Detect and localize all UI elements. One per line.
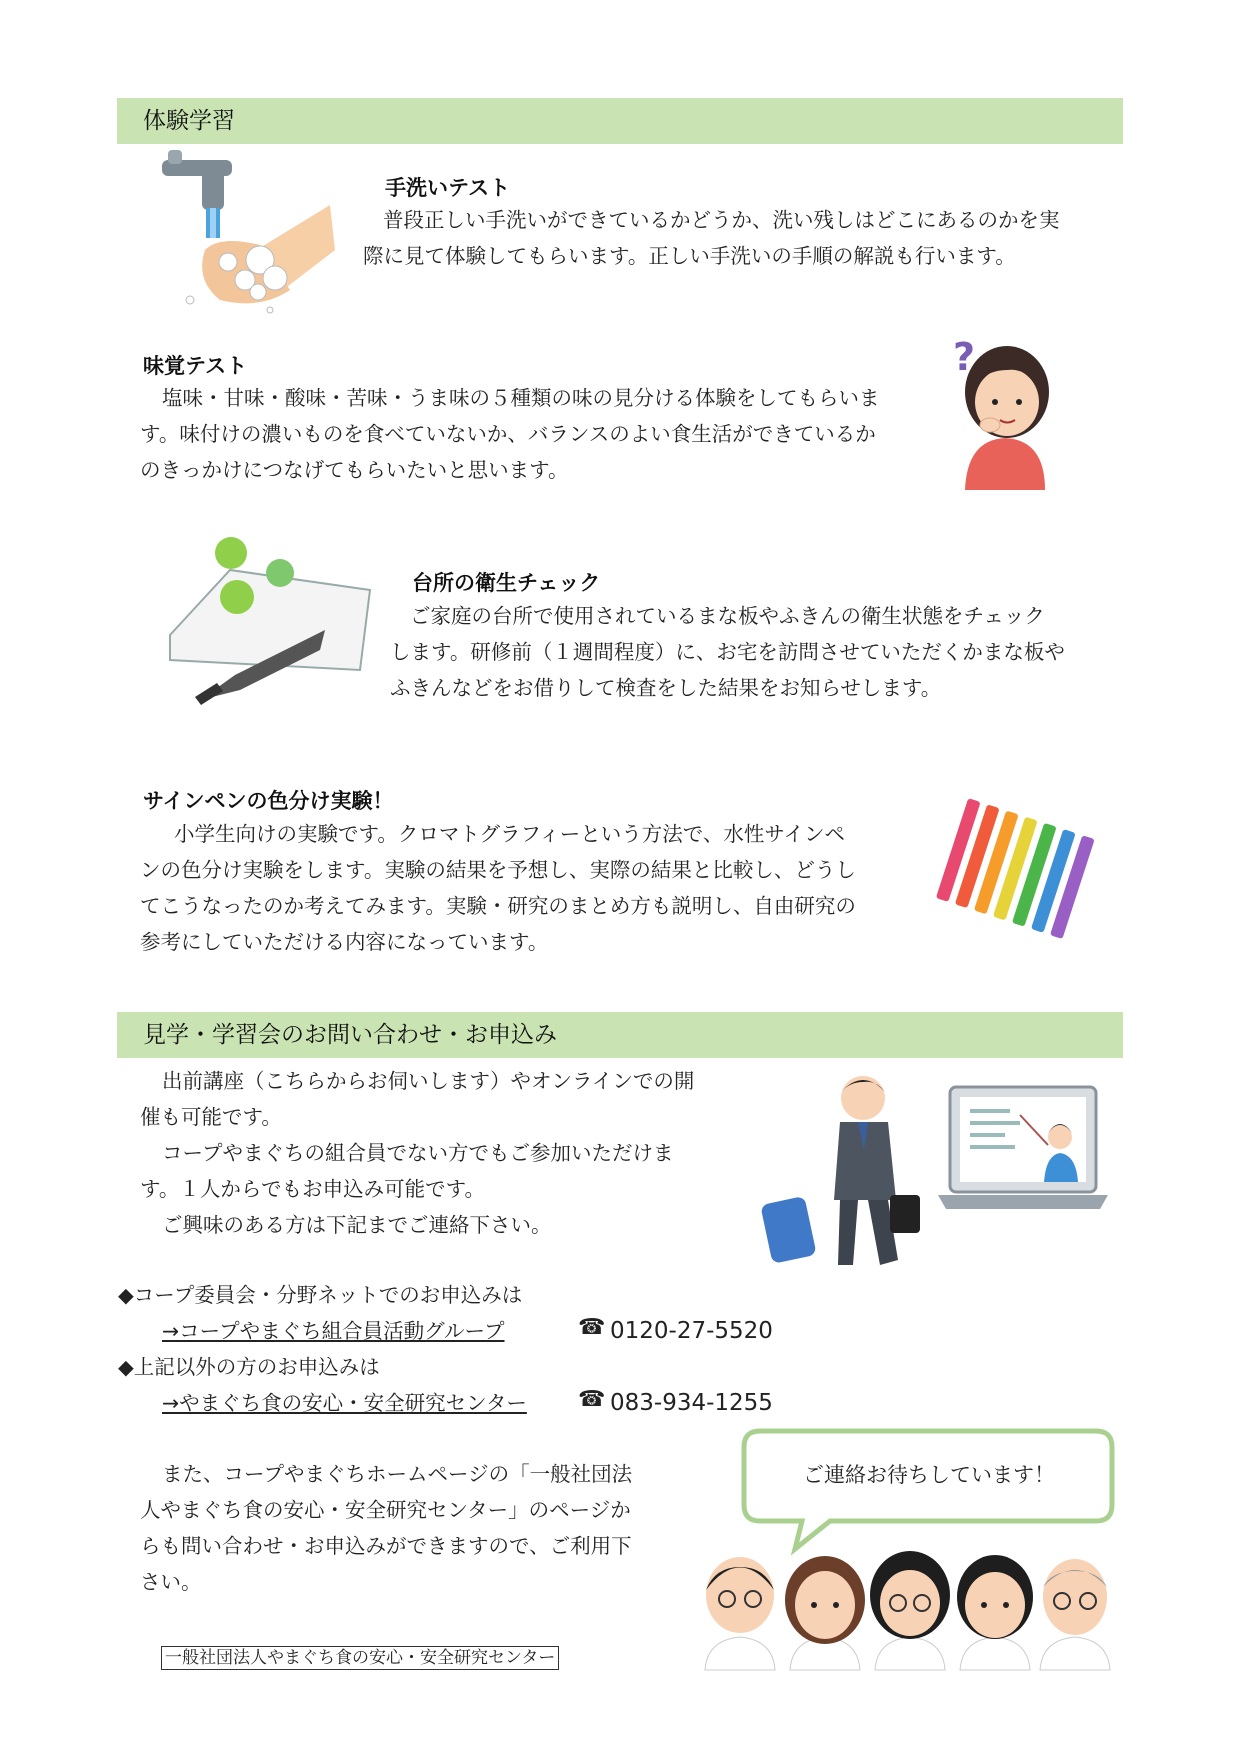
sign-pens-illustration	[925, 805, 1095, 955]
handwash-heading: 手洗いテスト	[385, 176, 511, 200]
bubble-text: ご連絡お待ちしています！	[803, 1463, 1055, 1487]
inquiry-line-4: す。１人からでもお申込み可能です。	[140, 1177, 486, 1201]
laptop-lecture-illustration	[938, 1085, 1108, 1225]
pen-heading: サインペンの色分け実験！	[143, 789, 394, 813]
closing-line-4: さい。	[140, 1570, 202, 1594]
staff-faces-illustration	[695, 1545, 1115, 1670]
kitchen-line-2: します。研修前（１週間程度）に、お宅を訪問させていただくかまな板や	[390, 640, 1065, 664]
pen-line-1: 小学生向けの実験です。クロマトグラフィーという方法で、水性サインペ	[174, 822, 845, 846]
footer-org-box: 一般社団法人やまぐち食の安心・安全研究センター	[161, 1646, 559, 1670]
svg-text:?: ?	[953, 335, 976, 379]
taste-line-1: 塩味・甘味・酸味・苦味・うま味の５種類の味の見分ける体験をしてもらいま	[162, 386, 880, 410]
closing-text	[140, 1456, 700, 1600]
closing-line-2: 人やまぐち食の安心・安全研究センター」のページか	[140, 1498, 631, 1522]
contact2-link[interactable]: →やまぐち食の安心・安全研究センター	[162, 1391, 527, 1415]
closing-line-3: らも問い合わせ・お申込みができますので、ご利用下	[140, 1534, 632, 1558]
contact2-phone: 083-934-1255	[610, 1390, 773, 1416]
taste-heading: 味覚テスト	[143, 354, 248, 378]
pen-line-4: 参考にしていただける内容になっています。	[140, 930, 549, 954]
inquiry-line-3: コープやまぐちの組合員でない方でもご参加いただけま	[162, 1141, 674, 1165]
kitchen-heading: 台所の衛生チェック	[412, 571, 601, 595]
kitchen-text	[390, 598, 1135, 706]
handwash-illustration	[150, 150, 340, 320]
phone-icon: ☎	[578, 1387, 606, 1412]
section-header-inquiry: 見学・学習会のお問い合わせ・お申込み	[117, 1012, 1123, 1058]
inquiry-text	[140, 1063, 760, 1243]
pen-line-2: ンの色分け実験をします。実験の結果を予想し、実際の結果と比較し、どうし	[140, 858, 856, 882]
kitchen-line-3: ふきんなどをお借りして検査をした結果をお知らせします。	[390, 676, 942, 700]
handwash-line-2: 際に見て体験してもらいます。正しい手洗いの手順の解説も行います。	[363, 244, 1016, 268]
taste-line-3: のきっかけにつなげてもらいたいと思います。	[140, 458, 569, 482]
closing-line-1: また、コープやまぐちホームページの「一般社団法	[162, 1462, 633, 1486]
pen-line-3: てこうなったのか考えてみます。実験・研究のまとめ方も説明し、自由研究の	[140, 894, 856, 918]
taste-line-2: す。味付けの濃いものを食べていないか、バランスのよい食生活ができているか	[140, 422, 876, 446]
inquiry-line-5: ご興味のある方は下記までご連絡下さい。	[162, 1213, 552, 1237]
cutting-board-illustration	[165, 535, 375, 705]
inquiry-line-1: 出前講座（こちらからお伺いします）やオンラインでの開	[162, 1069, 695, 1093]
section-header-taiken: 体験学習	[117, 98, 1123, 144]
handwash-text	[363, 202, 1133, 274]
contact2-label: ◆上記以外の方のお申込みは	[118, 1355, 380, 1379]
handwash-line-1: 普段正しい手洗いができているかどうか、洗い残しはどこにあるのかを実	[383, 208, 1060, 232]
pen-text	[140, 816, 920, 960]
contact1-label: ◆コープ委員会・分野ネットでのお申込みは	[118, 1283, 523, 1307]
businessman-illustration	[758, 1070, 918, 1270]
taste-text	[140, 380, 960, 488]
kitchen-line-1: ご家庭の台所で使用されているまな板やふきんの衛生状態をチェック	[410, 604, 1045, 628]
contact1-link[interactable]: →コープやまぐち組合員活動グループ	[162, 1319, 505, 1343]
thinking-woman-illustration	[945, 330, 1065, 490]
contact1-phone: 0120-27-5520	[610, 1318, 773, 1344]
phone-icon: ☎	[578, 1315, 606, 1340]
inquiry-line-2: 催も可能です。	[140, 1105, 282, 1129]
